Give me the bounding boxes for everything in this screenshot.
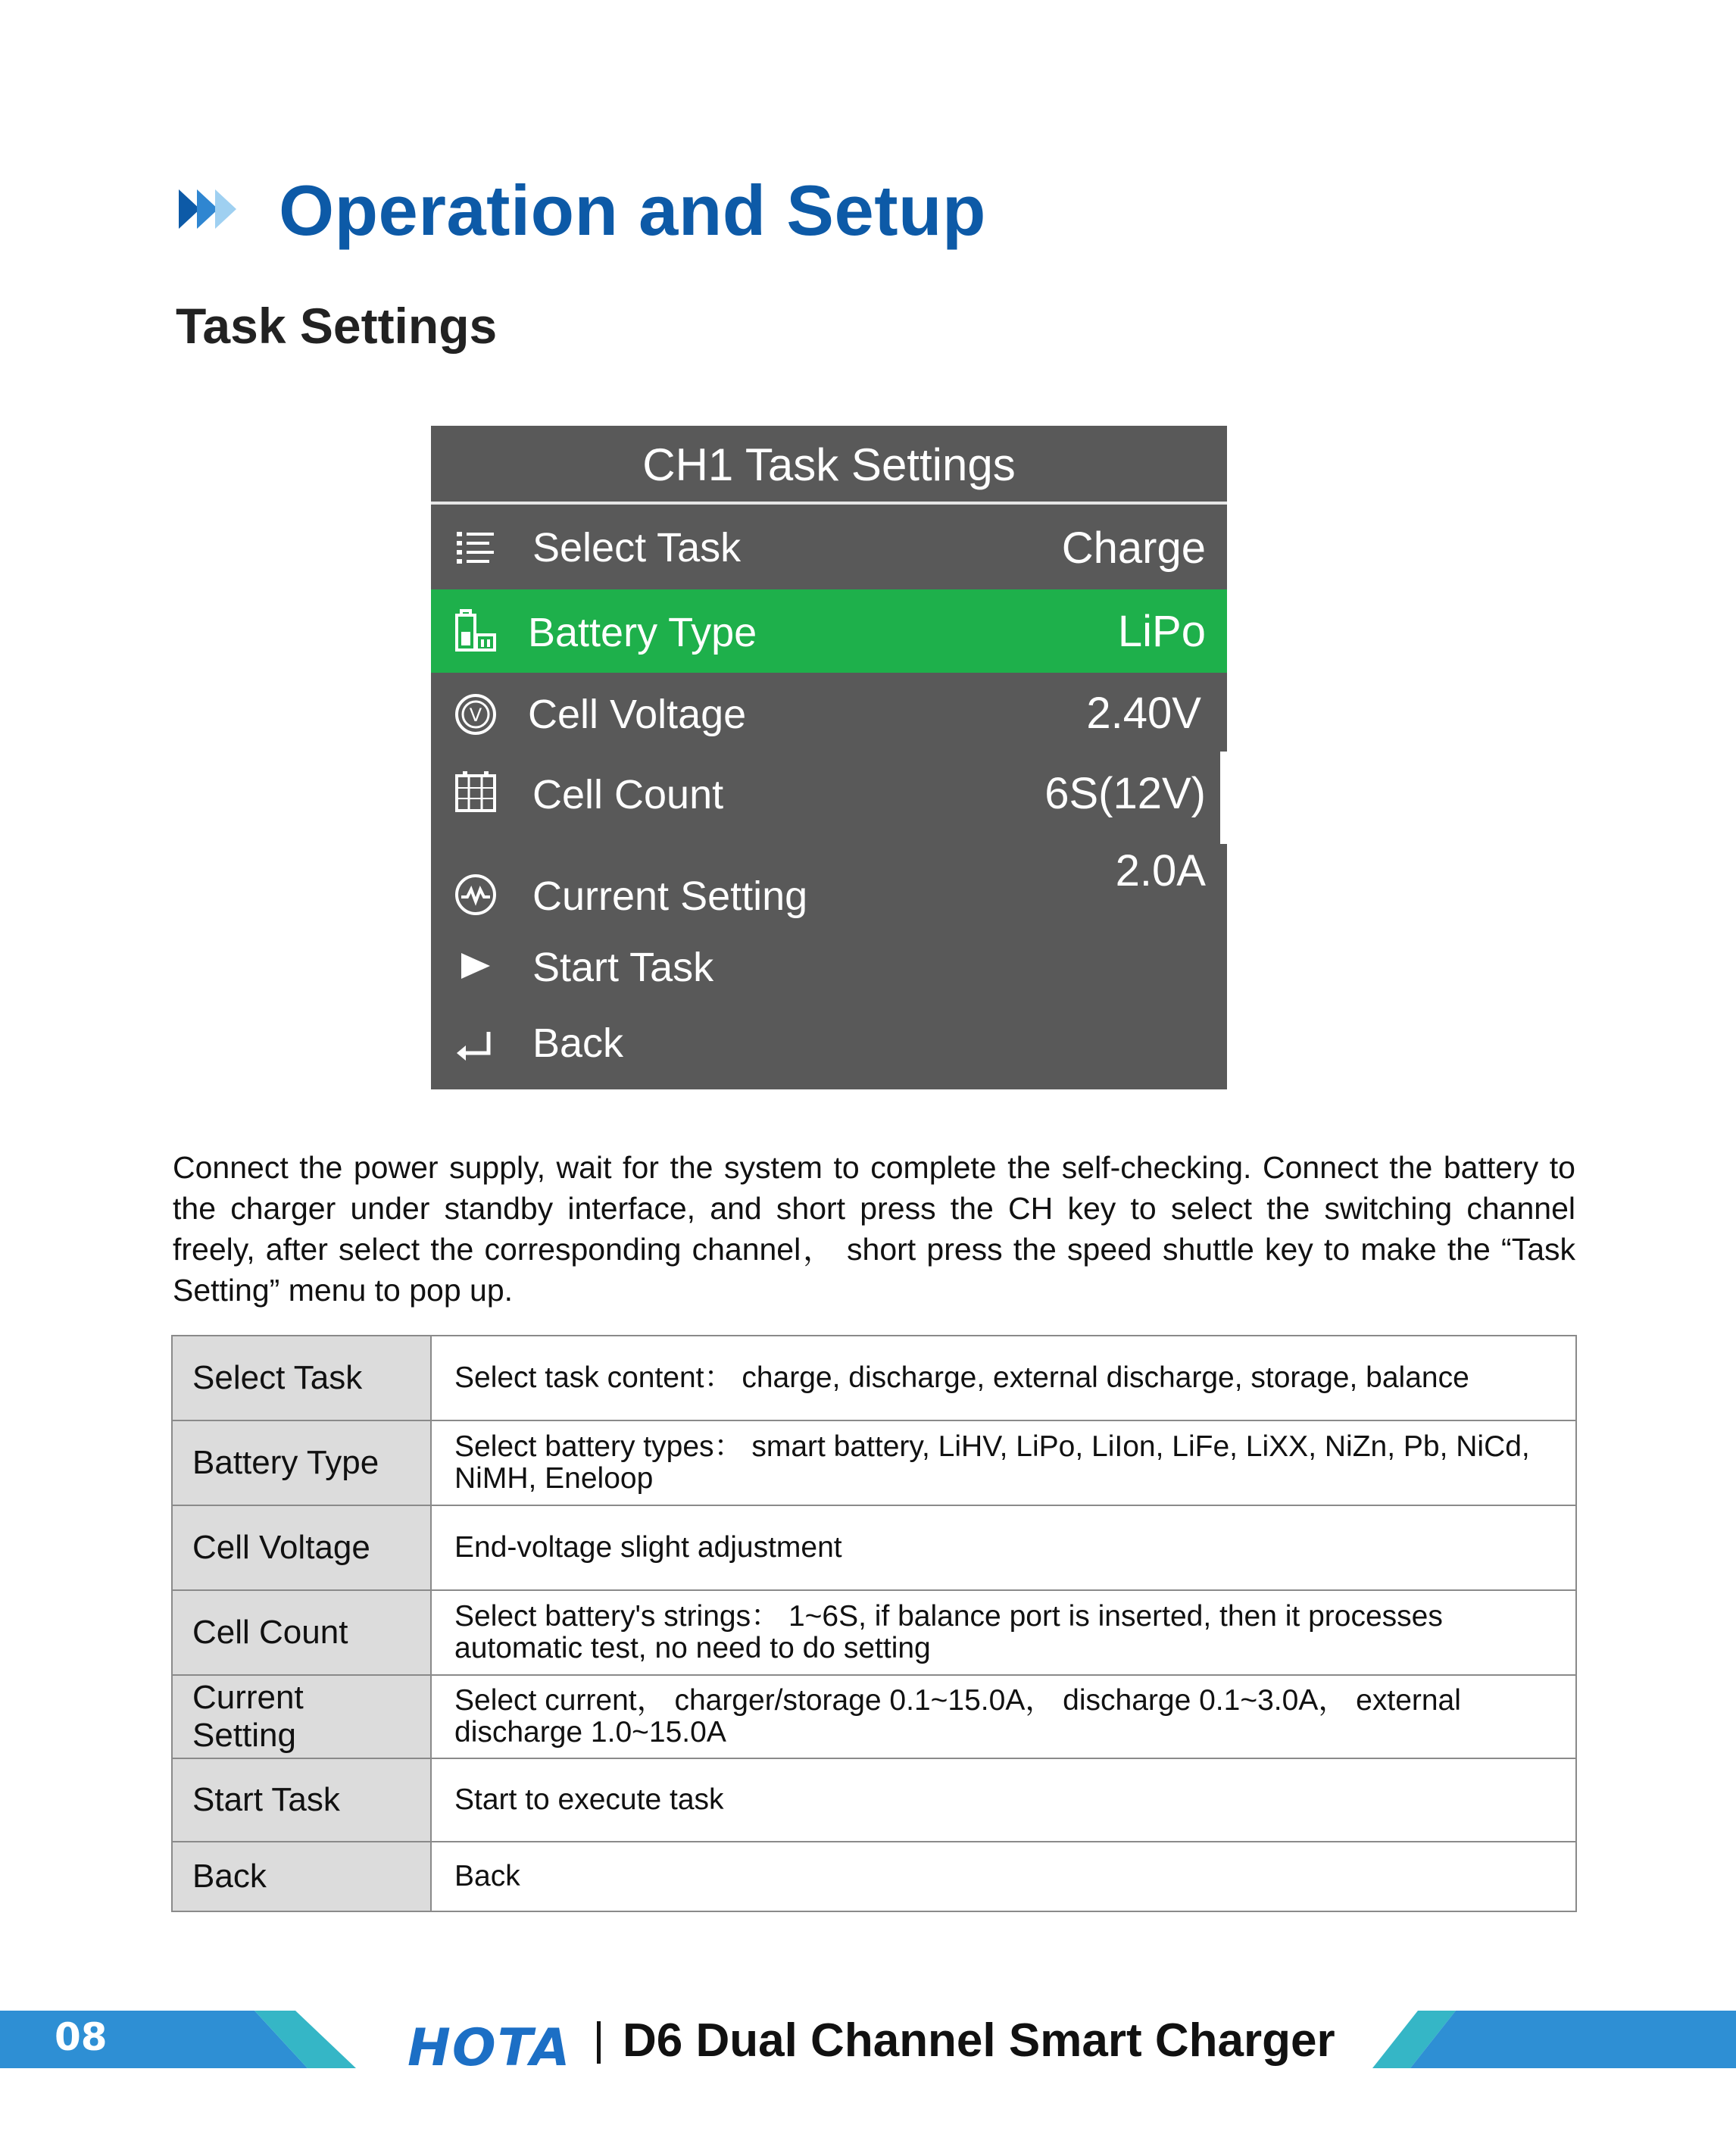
menu-item-value: 2.40V	[1086, 689, 1201, 738]
return-icon	[454, 1023, 498, 1067]
table-key: Current Setting	[172, 1675, 431, 1758]
table-key: Cell Count	[172, 1590, 431, 1675]
instructions-paragraph: Connect the power supply, wait for the system to complete the self-checking. Connect the battery to the charger under standby interface, and short press the CH key to select the switching channel freely, after select the corresponding channel， short press the speed shuttle key to make the “Task Setting” menu to pop up.	[173, 1150, 1575, 1308]
battery-icon	[454, 609, 498, 653]
table-row	[172, 1842, 1576, 1911]
screen-edge	[1220, 752, 1227, 844]
menu-item-label: Cell Count	[532, 772, 724, 817]
table-desc: Select battery types： smart battery, LiHV, LiPo, LiIon, LiFe, LiXX, NiZn, Pb, NiCd, NiMH, Eneloop	[431, 1420, 1576, 1505]
footer-divider	[597, 2021, 601, 2064]
table-row	[172, 1675, 1576, 1758]
table-desc: Select current， charger/storage 0.1~15.0A， discharge 0.1~3.0A， external discharge 1.0~15.0A	[431, 1675, 1576, 1758]
settings-table	[171, 1335, 1577, 1912]
table-row	[172, 1758, 1576, 1842]
list-icon	[454, 526, 498, 570]
table-desc: End-voltage slight adjustment	[431, 1505, 1576, 1590]
table-key: Battery Type	[172, 1420, 431, 1505]
menu-item-label: Start Task	[532, 945, 714, 990]
menu-item-cell-count[interactable]	[431, 756, 1227, 835]
table-row	[172, 1590, 1576, 1675]
menu-item-label: Cell Voltage	[528, 692, 747, 737]
table-row	[172, 1420, 1576, 1505]
menu-item-start-task[interactable]	[431, 929, 1227, 1006]
menu-item-value: Charge	[1061, 523, 1206, 573]
menu-item-cell-voltage[interactable]	[431, 676, 1227, 755]
footer-band-right	[1372, 2011, 1736, 2068]
play-icon	[454, 944, 498, 988]
menu-item-label: Battery Type	[528, 610, 757, 655]
table-key: Back	[172, 1842, 431, 1911]
menu-item-label: Select Task	[532, 525, 742, 570]
table-key: Start Task	[172, 1758, 431, 1842]
table-row	[172, 1336, 1576, 1420]
menu-item-back[interactable]	[431, 1008, 1227, 1086]
screen-title: CH1 Task Settings	[431, 426, 1227, 505]
cells-icon	[454, 771, 498, 815]
menu-item-value: LiPo	[1117, 607, 1206, 656]
table-key: Select Task	[172, 1336, 431, 1420]
table-desc: Back	[431, 1842, 1576, 1911]
menu-item-value: 2.0A	[1115, 846, 1206, 895]
table-row	[172, 1505, 1576, 1590]
section-title: Task Settings	[176, 298, 498, 354]
page-number: 08	[55, 2015, 108, 2059]
menu-item-battery-type[interactable]	[431, 589, 1227, 673]
table-desc: Select task content： charge, discharge, external discharge, storage, balance	[431, 1336, 1576, 1420]
menu-item-value: 6S(12V)	[1044, 769, 1206, 818]
svg-text:V: V	[469, 705, 482, 726]
brand-logo: HOTA	[407, 2018, 572, 2078]
current-icon	[454, 873, 498, 917]
task-settings-screen	[431, 426, 1227, 1089]
voltage-icon	[454, 692, 498, 736]
menu-item-label: Back	[532, 1020, 624, 1066]
page-title: Operation and Setup	[279, 170, 986, 250]
menu-item-label: Current Setting	[532, 873, 808, 919]
table-desc: Select battery's strings： 1~6S, if balance port is inserted, then it processes automatic test, no need to do setting	[431, 1590, 1576, 1675]
menu-item-select-task[interactable]	[431, 508, 1227, 588]
table-desc: Start to execute task	[431, 1758, 1576, 1842]
product-name: D6 Dual Channel Smart Charger	[623, 2014, 1335, 2067]
footer-band-left	[0, 2011, 356, 2068]
menu-item-current-setting[interactable]	[431, 836, 1227, 927]
double-arrow-icon	[179, 186, 250, 232]
table-key: Cell Voltage	[172, 1505, 431, 1590]
